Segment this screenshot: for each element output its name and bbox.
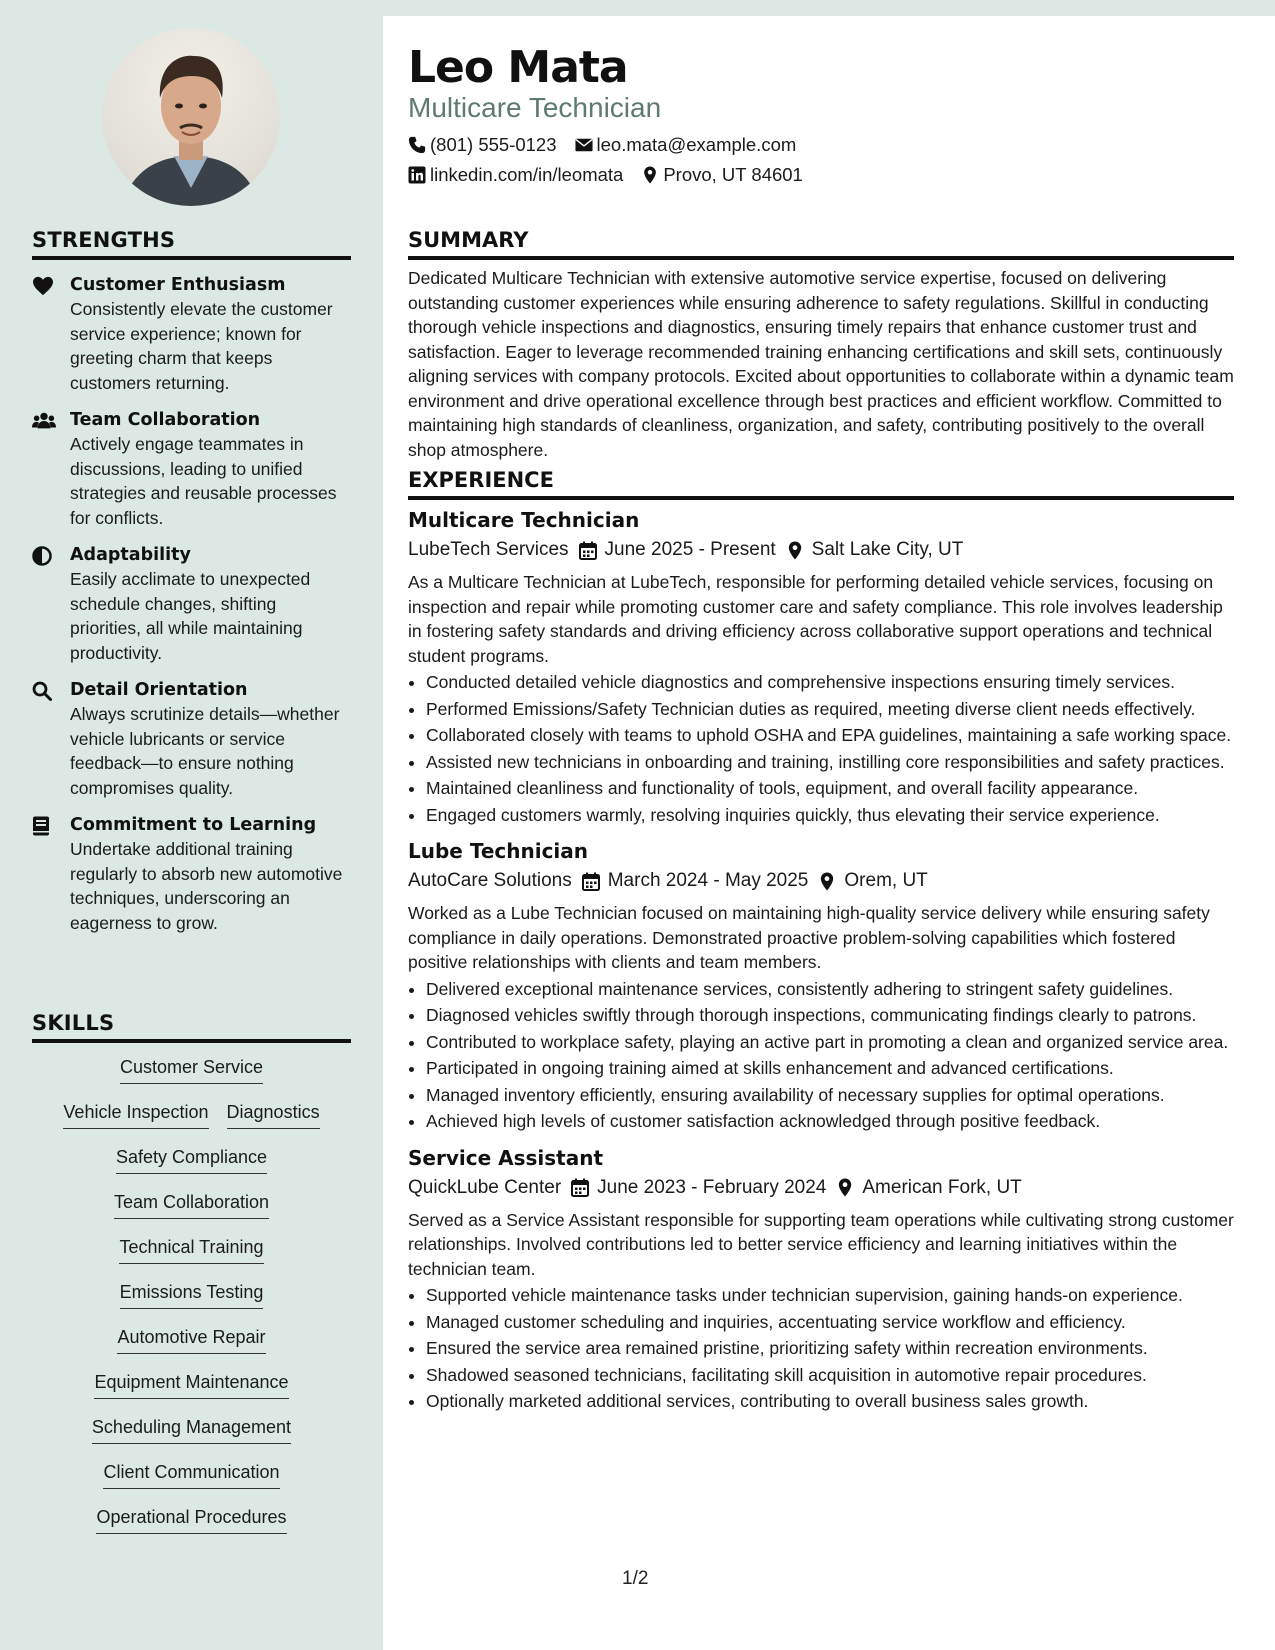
strength-item xyxy=(32,814,351,935)
skill-tag: Diagnostics xyxy=(227,1098,320,1129)
book-icon xyxy=(32,816,54,836)
users-icon xyxy=(32,411,54,431)
linkedin-text: linkedin.com/in/leomata xyxy=(430,164,624,185)
bullet-item: • Delivered exceptional maintenance services, consistently adhering to stringent safety guidelines. xyxy=(426,977,1234,1002)
strength-item xyxy=(32,274,351,395)
bullet-item: • Ensured the service area remained pristine, prioritizing safety within recreation environments. xyxy=(426,1336,1234,1361)
contact-row xyxy=(408,164,803,186)
map-pin-icon xyxy=(836,1178,854,1197)
bullet-item: • Assisted new technicians in onboarding and training, instilling core responsibilities and safety practices. xyxy=(426,750,1234,775)
strength-title: Commitment to Learning xyxy=(70,815,317,835)
page-number: 1/2 xyxy=(622,1568,649,1589)
job-bullets xyxy=(408,1283,1234,1414)
bullet-item: • Managed inventory efficiently, ensuring availability of necessary supplies for optimal operations. xyxy=(426,1083,1234,1108)
bullet-item: • Collaborated closely with teams to uphold OSHA and EPA guidelines, maintaining a safe working space. xyxy=(426,723,1234,748)
job-dates: March 2024 - May 2025 xyxy=(607,870,809,891)
job-entry xyxy=(408,506,1234,827)
envelope-icon xyxy=(575,136,593,154)
strength-item xyxy=(32,679,351,800)
skills-heading: SKILLS xyxy=(32,1011,351,1043)
strength-title: Adaptability xyxy=(70,545,191,565)
skill-tag: Client Communication xyxy=(103,1458,279,1489)
profile-photo xyxy=(102,28,280,206)
search-icon xyxy=(32,681,54,701)
phone-text: (801) 555-0123 xyxy=(430,134,557,155)
location-text: Provo, UT 84601 xyxy=(663,164,803,185)
bullet-item: • Contributed to workplace safety, playing an active part in promoting a clean and organized service area. xyxy=(426,1030,1234,1055)
linkedin-icon xyxy=(408,166,426,184)
skill-tag: Scheduling Management xyxy=(92,1413,291,1444)
bullet-item: • Engaged customers warmly, resolving inquiries quickly, thus elevating their service experience. xyxy=(426,803,1234,828)
strengths-heading: STRENGTHS xyxy=(32,228,351,260)
company-name: LubeTech Services xyxy=(408,539,569,560)
map-pin-icon xyxy=(786,541,804,560)
calendar-icon xyxy=(579,541,597,560)
job-title: Lube Technician xyxy=(408,839,589,863)
company-name: QuickLube Center xyxy=(408,1176,562,1198)
skill-tag: Technical Training xyxy=(119,1233,263,1264)
bullet-item: • Conducted detailed vehicle diagnostics and comprehensive inspections ensuring timely services. xyxy=(426,670,1234,695)
job-location: Orem, UT xyxy=(844,870,928,891)
bullet-item: • Supported vehicle maintenance tasks under technician supervision, gaining hands-on experience. xyxy=(426,1283,1234,1308)
location-contact xyxy=(641,164,803,186)
job-description: As a Multicare Technician at LubeTech, responsible for performing detailed vehicle services, focusing on inspection and repair while promoting customer care and safety compliance. This role involves leadership in fostering safety standards and driving efficiency across collaborative support operations and technical student programs. xyxy=(408,572,1223,666)
bullet-item: • Managed customer scheduling and inquiries, accentuating service workflow and efficiency. xyxy=(426,1310,1234,1335)
job-location: American Fork, UT xyxy=(862,1176,1022,1198)
map-pin-icon xyxy=(818,872,836,891)
bullet-item: • Shadowed seasoned technicians, facilitating skill acquisition in automotive repair procedures. xyxy=(426,1363,1234,1388)
job-entry xyxy=(408,837,1234,1134)
job-meta xyxy=(408,867,1234,895)
bullet-item: • Performed Emissions/Safety Technician duties as required, meeting diverse client needs effectively. xyxy=(426,697,1234,722)
phone-icon xyxy=(408,136,426,154)
main-content xyxy=(383,16,1275,1650)
skill-tag: Equipment Maintenance xyxy=(94,1368,288,1399)
sidebar xyxy=(0,0,383,1650)
company-name: AutoCare Solutions xyxy=(408,870,572,891)
job-description: Worked as a Lube Technician focused on maintaining high-quality service delivery while ensuring safety compliance in daily operations. Demonstrated proactive problem-solving capabilities which fostered positive relationships with clients and team members. xyxy=(408,903,1210,972)
calendar-icon xyxy=(582,872,600,891)
person-name: Leo Mata xyxy=(408,42,628,93)
skill-tag: Customer Service xyxy=(120,1053,263,1084)
bullet-item: • Participated in ongoing training aimed at skills enhancement and advanced certifications. xyxy=(426,1056,1234,1081)
strength-desc: Undertake additional training regularly to absorb new automotive techniques, underscoring an eagerness to grow. xyxy=(70,839,343,933)
phone-contact[interactable] xyxy=(408,134,557,156)
linkedin-contact[interactable] xyxy=(408,164,623,186)
bullet-item: • Maintained cleanliness and functionality of tools, equipment, and overall facility appearance. xyxy=(426,776,1234,801)
bullet-item: • Achieved high levels of customer satisfaction acknowledged through positive feedback. xyxy=(426,1109,1234,1134)
job-entry xyxy=(408,1144,1234,1414)
strength-item xyxy=(32,544,351,665)
strength-title: Team Collaboration xyxy=(70,410,261,430)
job-title-headline: Multicare Technician xyxy=(408,92,662,123)
strength-title: Customer Enthusiasm xyxy=(70,275,286,295)
job-bullets xyxy=(408,977,1234,1134)
strength-desc: Always scrutinize details—whether vehicle lubricants or service feedback—to ensure nothing compromises quality. xyxy=(70,704,340,798)
summary-section xyxy=(408,228,1234,462)
strength-desc: Actively engage teammates in discussions, leading to unified strategies and reusable processes for conflicts. xyxy=(70,434,337,528)
skill-tag: Emissions Testing xyxy=(120,1278,264,1309)
map-pin-icon xyxy=(641,166,659,184)
summary-text: Dedicated Multicare Technician with extensive automotive service expertise, focused on delivering outstanding customer experiences while ensuring adherence to safety regulations. Skillful in conducting thorough vehicle inspections and diagnostics, ensuring timely repairs that enhance customer trust and satisfaction. Eager to leverage recommended training enhancing certifications and skill sets, continuously aligning services with company protocols. Excited about opportunities to collaborate within a dynamic team environment and drive operational excellence through best practices and efficient workflow. Committed to maintaining high standards of cleanliness, organization, and safety, contributing positively to the overall shop atmosphere. xyxy=(408,268,1234,460)
bullet-item: • Diagnosed vehicles swiftly through thorough inspections, communicating findings clearly to patrons. xyxy=(426,1003,1234,1028)
strength-item xyxy=(32,409,351,530)
email-contact[interactable] xyxy=(575,134,797,156)
heart-icon xyxy=(32,276,54,296)
skill-tag: Team Collaboration xyxy=(114,1188,269,1219)
experience-section xyxy=(408,468,1234,1416)
job-title: Service Assistant xyxy=(408,1145,604,1170)
job-title: Multicare Technician xyxy=(408,508,640,532)
email-text: leo.mata@example.com xyxy=(596,134,797,155)
contact-row xyxy=(408,134,796,156)
job-dates: June 2023 - February 2024 xyxy=(597,1176,827,1198)
job-dates: June 2025 - Present xyxy=(604,539,776,560)
skill-tag: Automotive Repair xyxy=(117,1323,265,1354)
bullet-item: • Optionally marketed additional services, contributing to overall business sales growth. xyxy=(426,1389,1234,1414)
job-description: Served as a Service Assistant responsible for supporting team operations while cultivating strong customer relationships. Involved contributions led to better service efficiency and learning initiatives within the technician team. xyxy=(408,1209,1234,1279)
half-circle-icon xyxy=(32,546,54,566)
skills-section xyxy=(32,1011,351,1548)
skill-tag: Operational Procedures xyxy=(96,1503,286,1534)
job-location: Salt Lake City, UT xyxy=(811,539,964,560)
job-meta xyxy=(408,1174,1234,1202)
job-meta xyxy=(408,536,1234,564)
strengths-section xyxy=(32,228,351,935)
strength-desc: Easily acclimate to unexpected schedule changes, shifting priorities, all while maintaining productivity. xyxy=(70,569,311,663)
strength-desc: Consistently elevate the customer service experience; known for greeting charm that keeps customers returning. xyxy=(70,299,333,393)
skill-tag: Vehicle Inspection xyxy=(63,1098,208,1129)
calendar-icon xyxy=(571,1178,589,1197)
skills-list xyxy=(32,1053,351,1548)
experience-heading: EXPERIENCE xyxy=(408,468,1234,500)
skill-tag: Safety Compliance xyxy=(116,1143,267,1174)
job-bullets xyxy=(408,670,1234,827)
summary-heading: SUMMARY xyxy=(408,228,1234,260)
strength-title: Detail Orientation xyxy=(70,680,248,700)
